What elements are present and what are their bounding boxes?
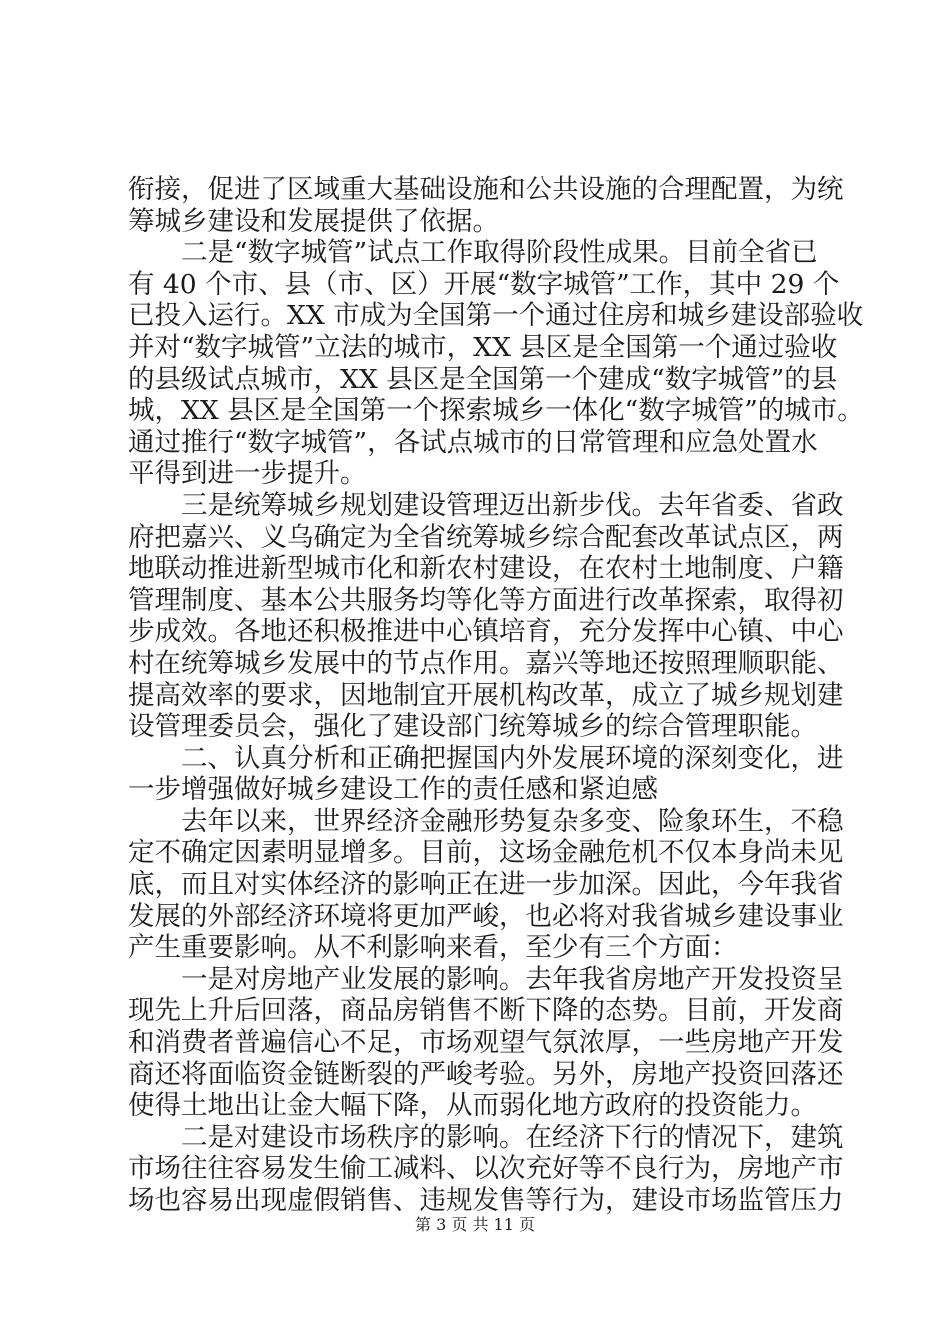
document-body xyxy=(128,174,864,1217)
text-line: 二是对建设市场秩序的影响。在经济下行的情况下，建筑 xyxy=(181,1121,844,1153)
text-line: 衔接，促进了区域重大基础设施和公共设施的合理配置，为统 xyxy=(128,174,844,205)
text-line: 产生重要影响。从不利影响来看，至少有三个方面： xyxy=(128,932,738,964)
text-line: 底，而且对实体经济的影响正在进一步加深。因此，今年我省 xyxy=(128,869,844,901)
text-line: 二是“数字城管”试点工作取得阶段性成果。目前全省已 xyxy=(181,237,818,269)
text-line: 设管理委员会，强化了建设部门统筹城乡的综合管理职能。 xyxy=(128,711,817,743)
text-line: 的县级试点城市，XX 县区是全国第一个建成“数字城管”的县 xyxy=(128,363,838,395)
text-line: 场也容易出现虚假销售、违规发售等行为，建设市场监管压力 xyxy=(128,1185,844,1216)
text-line: 和消费者普遍信心不足，市场观望气氛浓厚，一些房地产开发 xyxy=(128,1027,844,1059)
text-line: 筹城乡建设和发展提供了依据。 xyxy=(128,205,499,237)
text-line: 有 40 个市、县（市、区）开展“数字城管”工作，其中 29 个 xyxy=(128,268,840,300)
text-line: 城，XX 县区是全国第一个探索城乡一体化“数字城管”的城市。 xyxy=(128,395,864,427)
text-line: 发展的外部经济环境将更加严峻，也必将对我省城乡建设事业 xyxy=(128,900,844,932)
text-line: 使得土地出让金大幅下降，从而弱化地方政府的投资能力。 xyxy=(128,1090,817,1122)
page-footer: 第 3 页 共 11 页 xyxy=(415,1215,535,1234)
text-line: 一是对房地产业发展的影响。去年我省房地产开发投资呈 xyxy=(181,963,844,995)
text-line: 府把嘉兴、义乌确定为全省统筹城乡综合配套改革试点区，两 xyxy=(128,521,844,553)
text-line: 村在统筹城乡发展中的节点作用。嘉兴等地还按照理顺职能、 xyxy=(128,647,844,679)
text-line: 并对“数字城管”立法的城市，XX 县区是全国第一个通过验收 xyxy=(128,331,838,363)
text-line: 商还将面临资金链断裂的严峻考验。另外，房地产投资回落还 xyxy=(128,1058,844,1090)
text-line: 地联动推进新型城市化和新农村建设，在农村土地制度、户籍 xyxy=(128,553,844,585)
text-line: 三是统筹城乡规划建设管理迈出新步伐。去年省委、省政 xyxy=(181,489,844,521)
text-line: 通过推行“数字城管”，各试点城市的日常管理和应急处置水 xyxy=(128,426,818,458)
text-line: 市场往往容易发生偷工减料、以次充好等不良行为，房地产市 xyxy=(128,1153,844,1185)
text-line: 去年以来，世界经济金融形势复杂多变、险象环生，不稳 xyxy=(181,805,844,837)
text-line: 平得到进一步提升。 xyxy=(128,458,367,490)
text-line: 步成效。各地还积极推进中心镇培育，充分发挥中心镇、中心 xyxy=(128,616,844,648)
text-line: 已投入运行。XX 市成为全国第一个通过住房和城乡建设部验收 xyxy=(128,300,864,332)
text-line: 一步增强做好城乡建设工作的责任感和紧迫感 xyxy=(128,774,658,806)
text-line: 定不确定因素明显增多。目前，这场金融危机不仅本身尚未见 xyxy=(128,837,844,869)
text-line: 二、认真分析和正确把握国内外发展环境的深刻变化，进 xyxy=(181,742,844,774)
text-line: 现先上升后回落，商品房销售不断下降的态势。目前，开发商 xyxy=(128,995,844,1027)
text-line: 管理制度、基本公共服务均等化等方面进行改革探索，取得初 xyxy=(128,584,844,616)
text-line: 提高效率的要求，因地制宜开展机构改革，成立了城乡规划建 xyxy=(128,679,844,711)
